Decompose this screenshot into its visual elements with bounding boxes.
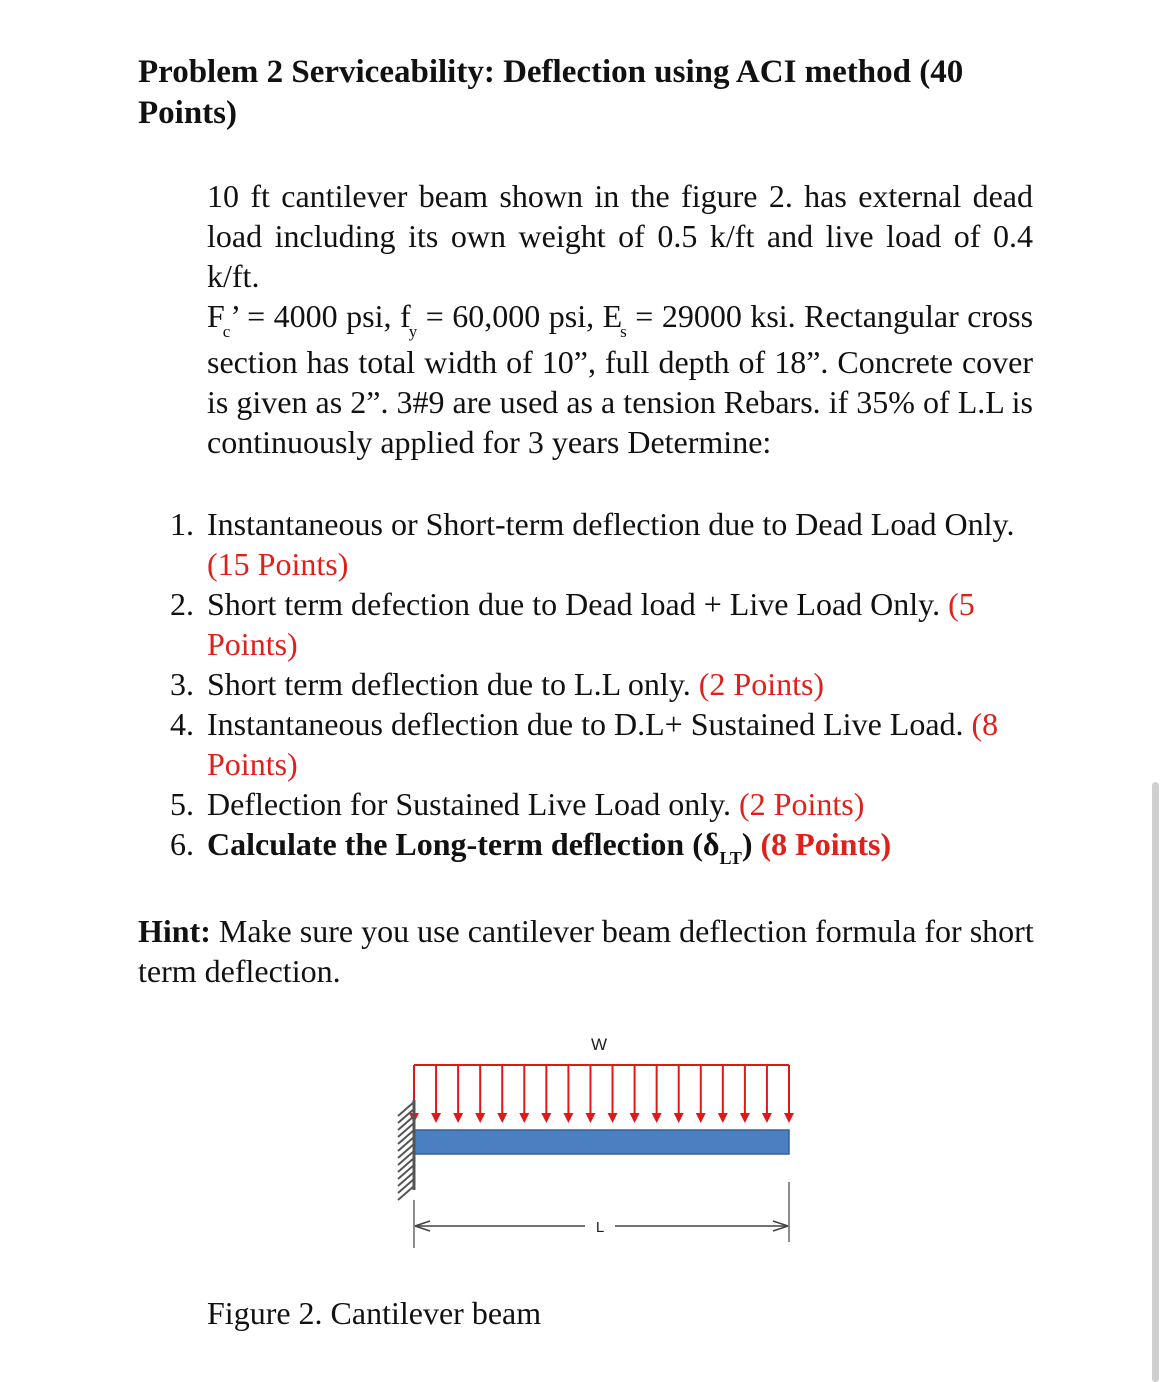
item-text: Short term deflection due to L.L only. bbox=[207, 666, 691, 702]
cantilever-beam-figure bbox=[370, 1020, 810, 1260]
hatch-line bbox=[398, 1116, 414, 1130]
hint-paragraph bbox=[138, 911, 1038, 991]
list-item bbox=[170, 664, 1034, 704]
list-item bbox=[170, 504, 1034, 584]
load-arrow bbox=[740, 1065, 750, 1123]
load-arrow bbox=[784, 1065, 794, 1123]
item-number: 6. bbox=[170, 826, 194, 862]
load-arrow bbox=[696, 1065, 706, 1123]
item-number: 4. bbox=[170, 706, 194, 742]
question-list bbox=[170, 504, 1034, 869]
distributed-load bbox=[409, 1065, 794, 1123]
hint-label: Hint: bbox=[138, 913, 211, 949]
fc-label: F bbox=[207, 298, 225, 334]
load-arrow bbox=[762, 1065, 772, 1123]
fy-text: = 60,000 psi, E bbox=[417, 298, 623, 334]
item-points: (2 Points) bbox=[739, 786, 865, 822]
hatch-line bbox=[398, 1144, 414, 1158]
fc-subscript: c bbox=[222, 322, 231, 341]
item-points: (15 Points) bbox=[207, 546, 349, 582]
item-number: 2. bbox=[170, 586, 194, 622]
figure-caption: Figure 2. Cantilever beam bbox=[207, 1295, 542, 1331]
hatch-line bbox=[398, 1123, 414, 1137]
hatch-line bbox=[398, 1151, 414, 1165]
load-arrow bbox=[453, 1065, 463, 1123]
item-text: Short term defection due to Dead load + Live Load Only. bbox=[207, 586, 941, 622]
load-arrow bbox=[519, 1065, 529, 1123]
item-number: 3. bbox=[170, 666, 194, 702]
item-points: (8 Points) bbox=[760, 826, 892, 862]
load-arrow bbox=[585, 1065, 595, 1123]
vertical-scrollbar[interactable] bbox=[1152, 782, 1159, 1382]
es-subscript: s bbox=[620, 322, 627, 341]
problem-title: Problem 2 Serviceability: Deflection using ACI method (40 Points) bbox=[138, 54, 964, 131]
item-text: Instantaneous or Short-term deflection due to Dead Load Only. bbox=[207, 506, 1015, 542]
load-arrow bbox=[608, 1065, 618, 1123]
hatch-line bbox=[398, 1165, 414, 1179]
load-arrow bbox=[563, 1065, 573, 1123]
load-arrow bbox=[497, 1065, 507, 1123]
item-points: (5 Points) bbox=[207, 586, 975, 662]
hatch-line bbox=[398, 1186, 414, 1200]
load-arrow bbox=[431, 1065, 441, 1123]
list-item bbox=[170, 584, 1034, 664]
item-text-close: ) bbox=[741, 826, 753, 862]
load-arrow bbox=[718, 1065, 728, 1123]
list-item bbox=[170, 704, 1034, 784]
item-text: Instantaneous deflection due to D.L+ Sustained Live Load. bbox=[207, 706, 964, 742]
item-text: Deflection for Sustained Live Load only. bbox=[207, 786, 731, 822]
hatch-line bbox=[398, 1179, 414, 1193]
hatch-line bbox=[398, 1158, 414, 1172]
load-arrow bbox=[652, 1065, 662, 1123]
load-arrow bbox=[475, 1065, 485, 1123]
item-points: (2 Points) bbox=[698, 666, 825, 702]
problem-paragraph-2 bbox=[207, 296, 1033, 462]
item-points: (8 Points) bbox=[207, 706, 999, 782]
item-number: 1. bbox=[170, 506, 194, 542]
hatch-line bbox=[398, 1172, 414, 1186]
hint-text: Make sure you use cantilever beam deflection formula for short term deflection. bbox=[138, 913, 1034, 989]
load-label: W bbox=[590, 1035, 608, 1054]
list-item bbox=[170, 824, 1034, 869]
hatch-line bbox=[398, 1137, 414, 1151]
problem-paragraph-1: 10 ft cantilever beam shown in the figure 2. has external dead load including its own weight of 0.5 k/ft and live load of 0.4 k/ft. bbox=[207, 178, 1033, 294]
fc-text: ’ = 4000 psi, f bbox=[230, 298, 411, 334]
hatch-line bbox=[398, 1130, 414, 1144]
load-arrow bbox=[541, 1065, 551, 1123]
load-arrow bbox=[630, 1065, 640, 1123]
beam bbox=[414, 1130, 789, 1154]
item-text-bold: Calculate the Long-term deflection (δ bbox=[207, 826, 720, 862]
delta-lt-subscript: LT bbox=[719, 848, 742, 868]
paragraph-2-rest: = 29000 ksi. Rectangular cross section has total width of 10”, full depth of 18”. Concrete cover is given as 2”. 3#9 are used as a tension Rebars. if 35% of L.L is continuously applied for 3 years Determine: bbox=[207, 298, 1034, 460]
item-number: 5. bbox=[170, 786, 194, 822]
list-item bbox=[170, 784, 1034, 824]
fy-subscript: y bbox=[408, 322, 418, 341]
length-label: L bbox=[595, 1219, 605, 1236]
load-arrow bbox=[674, 1065, 684, 1123]
